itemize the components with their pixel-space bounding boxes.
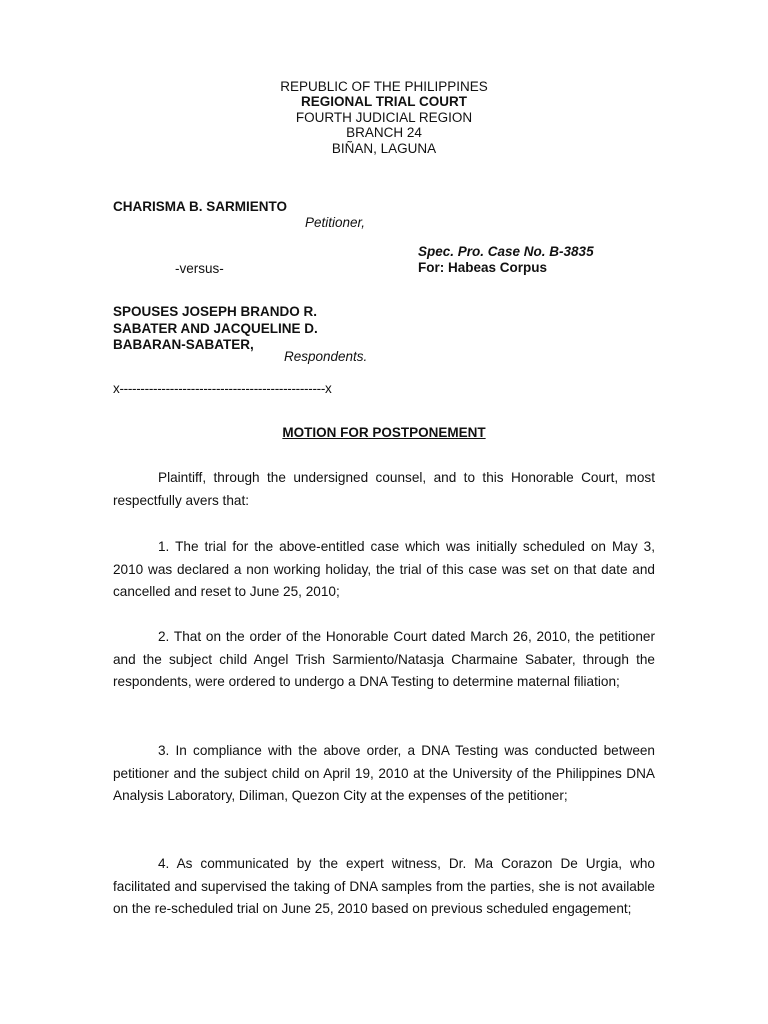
case-type: For: Habeas Corpus xyxy=(418,260,548,275)
header-region: FOURTH JUDICIAL REGION xyxy=(295,109,473,125)
header-location: BIÑAN, LAGUNA xyxy=(331,140,437,156)
respondent-line-1: SPOUSES JOSEPH BRANDO R. xyxy=(113,304,318,319)
respondent-role: Respondents. xyxy=(284,349,368,364)
respondent-line-3: BABARAN-SABATER, xyxy=(113,337,254,352)
respondent-line-2: SABATER AND JACQUELINE D. xyxy=(113,321,318,336)
petitioner-role: Petitioner, xyxy=(305,215,366,230)
paragraph-2 xyxy=(113,626,655,694)
header-republic: REPUBLIC OF THE PHILIPPINES xyxy=(280,79,488,94)
paragraph-4 xyxy=(113,853,655,921)
paragraph-1 xyxy=(113,536,655,604)
paragraph-2-text: 2. That on the order of the Honorable Court dated March 26, 2010, the petitioner and the subject child Angel Trish Sarmiento/Natasja Charmaine Sabater, through the respondents, were ordered to undergo a DNA Testing to determine maternal filiation; xyxy=(113,629,655,690)
case-number: Spec. Pro. Case No. B-3835 xyxy=(418,244,594,259)
paragraph-intro xyxy=(113,467,655,512)
paragraph-3-text: 3. In compliance with the above order, a DNA Testing was conducted between petitioner and the subject child on April 19, 2010 at the University of the Philippines DNA Analysis Laboratory, Diliman, Quezon City at the expenses of the petitioner; xyxy=(113,743,655,804)
court-header xyxy=(0,79,768,156)
paragraph-intro-text: Plaintiff, through the undersigned counsel, and to this Honorable Court, most respectfully avers that: xyxy=(113,470,655,508)
versus-label: -versus- xyxy=(175,261,224,276)
petitioner-name: CHARISMA B. SARMIENTO xyxy=(113,199,288,214)
paragraph-4-text: 4. As communicated by the expert witness, Dr. Ma Corazon De Urgia, who facilitated and supervised the taking of DNA samples from the parties, she is not available on the re-scheduled trial on June 25, 2010 based on previous scheduled engagement; xyxy=(113,856,655,917)
paragraph-3 xyxy=(113,740,655,808)
header-branch: BRANCH 24 xyxy=(346,125,422,141)
document-title: MOTION FOR POSTPONEMENT xyxy=(282,425,486,440)
caption-separator: x-------------------------------------------------x xyxy=(113,381,332,396)
paragraph-1-text: 1. The trial for the above-entitled case which was initially scheduled on May 3, 2010 was declared a non working holiday, the trial of this case was set on that date and cancelled and reset to June 25, 2010; xyxy=(113,539,655,600)
header-court: REGIONAL TRIAL COURT xyxy=(300,94,467,110)
